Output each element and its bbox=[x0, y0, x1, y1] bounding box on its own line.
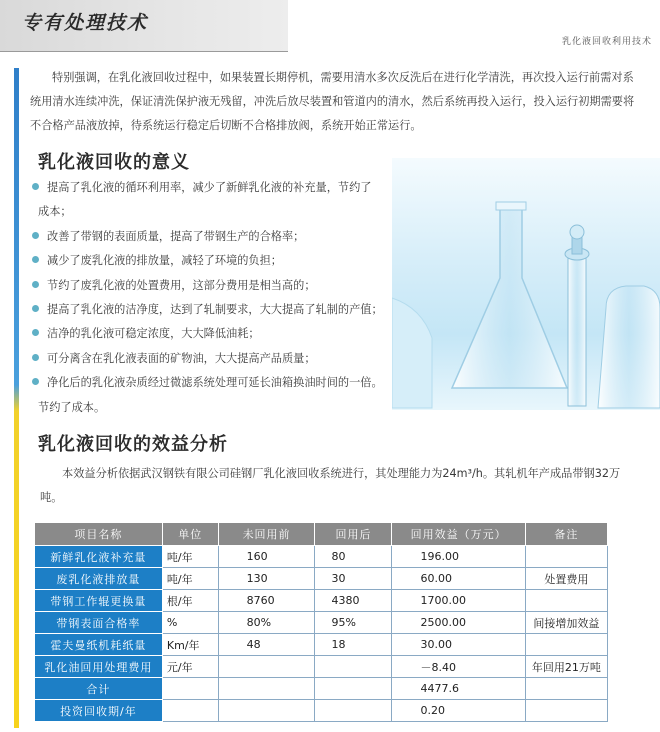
benefit-table bbox=[34, 522, 608, 722]
row-unit: 吨/年 bbox=[162, 568, 218, 590]
list-item: 净化后的乳化液杂质经过微滤系统处理可延长油箱换油时间的一倍。 bbox=[32, 371, 412, 395]
row-name: 合计 bbox=[35, 678, 163, 700]
list-item: 提高了乳化液的洁净度，达到了轧制要求，大大提高了轧制的产值； bbox=[32, 298, 412, 322]
row-after bbox=[315, 700, 392, 722]
row-benefit: 60.00 bbox=[392, 568, 525, 590]
row-note: 间接增加效益 bbox=[525, 612, 607, 634]
row-benefit: 30.00 bbox=[392, 634, 525, 656]
row-before: 160 bbox=[218, 546, 315, 568]
row-note bbox=[525, 590, 607, 612]
list-item: 提高了乳化液的循环利用率，减少了新鲜乳化液的补充量，节约了 bbox=[32, 176, 412, 200]
row-after: 18 bbox=[315, 634, 392, 656]
header-unit: 单位 bbox=[162, 523, 218, 546]
header-item-name: 项目名称 bbox=[35, 523, 163, 546]
glassware-illustration bbox=[392, 158, 660, 410]
row-unit: 元/年 bbox=[162, 656, 218, 678]
bullet-icon bbox=[32, 256, 39, 263]
list-item: 可分离含在乳化液表面的矿物油，大大提高产品质量； bbox=[32, 347, 412, 371]
list-item: 减少了废乳化液的排放量，减轻了环境的负担； bbox=[32, 249, 412, 273]
header-after: 回用后 bbox=[315, 523, 392, 546]
table-header-row bbox=[35, 523, 608, 546]
table-row bbox=[35, 656, 608, 678]
bullet-icon bbox=[32, 354, 39, 361]
row-after: 30 bbox=[315, 568, 392, 590]
analysis-title: 乳化液回收的效益分析 bbox=[38, 434, 228, 455]
page-title: 专有处理技术 bbox=[22, 12, 149, 34]
row-note: 年回用21万吨 bbox=[525, 656, 607, 678]
list-item: 改善了带钢的表面质量，提高了带钢生产的合格率； bbox=[32, 225, 412, 249]
intro-paragraph: 特别强调，在乳化液回收过程中，如果装置长期停机，需要用清水多次反洗后在进行化学清洗，再次投入运行前需对系统用清水连续冲洗，保证清洗保护液无残留，冲洗后放尽装置和管道内的清水，然后系统再投入运行，投入运行初期需要将不合格产品液放掉，待系统运行稳定后切断不合格排放阀，系统开始正常运行。 bbox=[30, 71, 635, 132]
row-after bbox=[315, 656, 392, 678]
row-after: 80 bbox=[315, 546, 392, 568]
significance-list bbox=[32, 176, 412, 420]
row-after bbox=[315, 678, 392, 700]
row-after: 4380 bbox=[315, 590, 392, 612]
row-unit bbox=[162, 700, 218, 722]
header-divider bbox=[0, 51, 288, 52]
bullet-icon bbox=[32, 183, 39, 190]
row-benefit: 0.20 bbox=[392, 700, 525, 722]
row-after: 95% bbox=[315, 612, 392, 634]
row-note: 处置费用 bbox=[525, 568, 607, 590]
row-name: 废乳化液排放量 bbox=[35, 568, 163, 590]
table-row bbox=[35, 590, 608, 612]
page-subtitle: 乳化液回收利用技术 bbox=[561, 37, 652, 47]
header-before: 未回用前 bbox=[218, 523, 315, 546]
header-note: 备注 bbox=[525, 523, 607, 546]
bullet-icon bbox=[32, 281, 39, 288]
row-before: 48 bbox=[218, 634, 315, 656]
side-accent-bar bbox=[14, 68, 19, 728]
table-row bbox=[35, 612, 608, 634]
list-item: 节约了废乳化液的处置费用，这部分费用是相当高的； bbox=[32, 274, 412, 298]
row-unit: % bbox=[162, 612, 218, 634]
table-row bbox=[35, 700, 608, 722]
row-unit: 根/年 bbox=[162, 590, 218, 612]
row-name: 投资回收期/年 bbox=[35, 700, 163, 722]
analysis-paragraph: 本效益分析依据武汉钢铁有限公司硅钢厂乳化液回收系统进行，其处理能力为24m³/h。其轧机年产成品带钢32万吨。 bbox=[40, 467, 621, 504]
bullet-icon bbox=[32, 329, 39, 336]
row-note bbox=[525, 634, 607, 656]
table-row bbox=[35, 568, 608, 590]
row-name: 新鲜乳化液补充量 bbox=[35, 546, 163, 568]
row-unit: 吨/年 bbox=[162, 546, 218, 568]
row-before: 8760 bbox=[218, 590, 315, 612]
row-before bbox=[218, 678, 315, 700]
row-unit bbox=[162, 678, 218, 700]
row-benefit: －8.40 bbox=[392, 656, 525, 678]
row-before: 130 bbox=[218, 568, 315, 590]
bullet-icon bbox=[32, 305, 39, 312]
list-item: 节约了成本。 bbox=[38, 400, 106, 414]
row-name: 霍夫曼纸机耗纸量 bbox=[35, 634, 163, 656]
row-unit: Km/年 bbox=[162, 634, 218, 656]
row-benefit: 196.00 bbox=[392, 546, 525, 568]
significance-title: 乳化液回收的意义 bbox=[38, 152, 190, 173]
row-note bbox=[525, 546, 607, 568]
row-before bbox=[218, 700, 315, 722]
bullet-icon bbox=[32, 378, 39, 385]
row-benefit: 1700.00 bbox=[392, 590, 525, 612]
row-before bbox=[218, 656, 315, 678]
row-before: 80% bbox=[218, 612, 315, 634]
row-name: 乳化油回用处理费用 bbox=[35, 656, 163, 678]
row-note bbox=[525, 678, 607, 700]
lab-glassware-image bbox=[392, 158, 660, 410]
list-item: 洁净的乳化液可稳定浓度，大大降低油耗； bbox=[32, 322, 412, 346]
table-row bbox=[35, 634, 608, 656]
table-row bbox=[35, 546, 608, 568]
list-item: 成本； bbox=[38, 205, 72, 219]
row-name: 带钢表面合格率 bbox=[35, 612, 163, 634]
row-benefit: 4477.6 bbox=[392, 678, 525, 700]
row-note bbox=[525, 700, 607, 722]
row-benefit: 2500.00 bbox=[392, 612, 525, 634]
row-name: 带钢工作辊更换量 bbox=[35, 590, 163, 612]
table-row bbox=[35, 678, 608, 700]
bullet-icon bbox=[32, 232, 39, 239]
header-benefit: 回用效益（万元） bbox=[392, 523, 525, 546]
